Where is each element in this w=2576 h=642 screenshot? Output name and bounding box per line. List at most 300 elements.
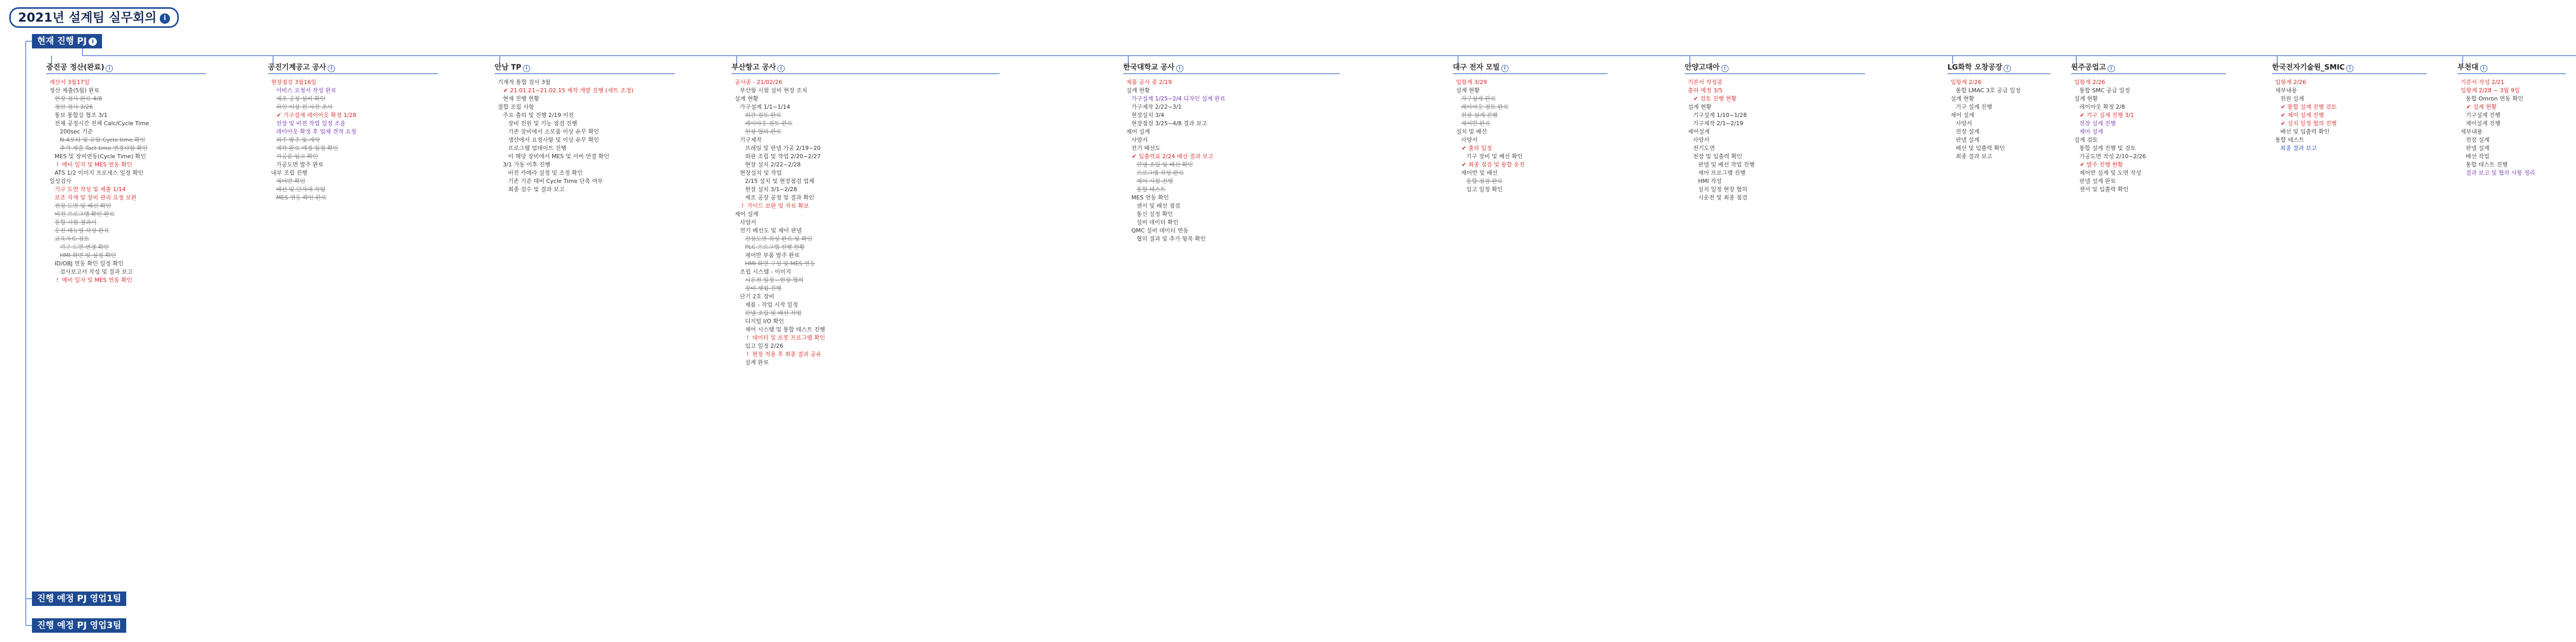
topic-text: 통합 테스트	[2275, 137, 2304, 143]
topic-node[interactable]	[732, 128, 999, 136]
topic-node[interactable]	[2071, 153, 2226, 161]
project-title[interactable]	[2458, 62, 2566, 74]
topic-node[interactable]	[1123, 78, 1340, 87]
topic-node[interactable]	[732, 227, 999, 235]
topic-node[interactable]	[732, 243, 999, 251]
topic-node[interactable]	[732, 276, 999, 284]
project-column	[1685, 62, 1865, 202]
topic-node[interactable]	[1685, 136, 1865, 144]
topic-text: 설치 일정 협의 진행	[2287, 120, 2337, 127]
topic-node[interactable]	[732, 194, 999, 202]
topic-node[interactable]	[268, 87, 438, 95]
topic-text: 기구제작 2/1~2/19	[1693, 120, 1743, 127]
topic-node[interactable]	[1947, 111, 2050, 120]
project-title-text: 중진공 정산(완료)	[46, 63, 105, 72]
topic-node[interactable]	[1123, 103, 1340, 111]
topic-node[interactable]	[1453, 144, 1607, 153]
topic-text: 세부내용	[2461, 128, 2483, 135]
topic-text: 설계 현황	[1951, 95, 1975, 102]
topic-node[interactable]	[732, 169, 999, 177]
stage-upcoming-sales3[interactable]	[32, 618, 126, 633]
topic-node[interactable]	[2272, 111, 2427, 120]
topic-node[interactable]	[2458, 78, 2566, 87]
topic-text: 내부 조립 진행	[271, 170, 308, 176]
topic-node[interactable]	[732, 359, 999, 367]
topic-node[interactable]	[1685, 169, 1865, 177]
topic-node[interactable]	[732, 87, 999, 95]
topic-node[interactable]	[1685, 95, 1865, 103]
topic-node[interactable]	[1947, 120, 2050, 128]
topic-text: 전체 공정시간 전체 Calc/Cycle Time	[55, 120, 149, 127]
topic-node[interactable]	[2458, 120, 2566, 128]
topic-text: 설치 일정 현장 협의	[1698, 186, 1748, 193]
info-circle-icon: i	[2480, 65, 2487, 72]
topic-node[interactable]	[46, 136, 206, 144]
topic-node[interactable]	[1453, 153, 1607, 161]
topic-node[interactable]	[2071, 185, 2226, 194]
topic-text: 설계 완료	[745, 359, 769, 366]
topic-text: MES 및 장비연동(Cycle Time) 확인	[55, 153, 146, 160]
topic-node[interactable]	[46, 95, 206, 103]
topic-node[interactable]	[1947, 128, 2050, 136]
topic-node[interactable]	[2272, 144, 2427, 153]
topic-node[interactable]	[268, 177, 438, 185]
topic-node[interactable]	[732, 185, 999, 194]
topic-node[interactable]	[268, 153, 438, 161]
project-column	[1947, 62, 2050, 161]
topic-text: 입항계 2/26	[2275, 79, 2307, 86]
topic-node[interactable]	[1123, 95, 1340, 103]
topic-node[interactable]	[46, 153, 206, 161]
topic-node[interactable]	[2071, 169, 2226, 177]
topic-node[interactable]	[1453, 87, 1607, 95]
topic-node[interactable]	[495, 144, 675, 153]
topic-node[interactable]	[1453, 169, 1607, 177]
topic-text: 외관 조립 및 작업 2/20~2/27	[745, 153, 821, 160]
topic-node[interactable]	[732, 326, 999, 334]
topic-node[interactable]	[495, 161, 675, 169]
topic-text: 입항계 2/26	[1951, 79, 1982, 86]
topic-text: 프로그램 작성 완료	[1137, 170, 1184, 176]
stage-upcoming-sales1-label: 진행 예정 PJ 영업1팀	[37, 594, 122, 604]
topic-text: 판넬 설계 완료	[2079, 178, 2116, 184]
topic-node[interactable]	[1685, 78, 1865, 87]
topic-text: 판넬 조립 및 배선 작업	[745, 310, 802, 316]
topic-text: 전기 배선도 및 제어 판넬	[740, 227, 802, 234]
topic-node[interactable]	[2458, 153, 2566, 161]
stage-current-projects[interactable]	[32, 34, 102, 48]
topic-node[interactable]	[1123, 144, 1340, 153]
topic-text: ATS 1/2 이미지 프로세스 일정 확인	[55, 170, 144, 176]
topic-node[interactable]	[495, 185, 675, 194]
topic-node[interactable]	[268, 169, 438, 177]
topic-node[interactable]	[1685, 128, 1865, 136]
topic-node[interactable]	[46, 268, 206, 276]
topic-text: 장비 전원 및 기능 점검 진행	[508, 120, 578, 127]
topic-text: 제어 프로그램 진행	[1698, 170, 1746, 176]
topic-node[interactable]	[1685, 120, 1865, 128]
check-mark-icon: ✔	[503, 87, 509, 94]
topic-node[interactable]	[1685, 161, 1865, 169]
topic-node[interactable]	[1453, 177, 1607, 185]
topic-node[interactable]	[2071, 120, 2226, 128]
topic-node[interactable]	[46, 185, 206, 194]
topic-node[interactable]	[46, 144, 206, 153]
topic-node[interactable]	[732, 268, 999, 276]
topic-node[interactable]	[732, 218, 999, 227]
topic-node[interactable]	[495, 177, 675, 185]
topic-text: 비전 카메라 설정 및 조정 확인	[508, 170, 583, 176]
topic-node[interactable]	[1453, 128, 1607, 136]
topic-node[interactable]	[2458, 87, 2566, 95]
project-title[interactable]	[268, 62, 438, 74]
topic-node[interactable]	[495, 153, 675, 161]
topic-node[interactable]	[2458, 111, 2566, 120]
topic-node[interactable]	[732, 251, 999, 260]
topic-text: 제어 설계	[1126, 128, 1150, 135]
topic-node[interactable]	[495, 78, 675, 87]
topic-node[interactable]	[495, 169, 675, 177]
topic-node[interactable]	[46, 210, 206, 218]
topic-node[interactable]	[1685, 177, 1865, 185]
topic-node[interactable]	[732, 111, 999, 120]
topic-node[interactable]	[2458, 144, 2566, 153]
check-mark-icon: ✔	[1461, 145, 1467, 151]
topic-node[interactable]	[1947, 103, 2050, 111]
topic-node[interactable]	[1685, 194, 1865, 202]
project-title[interactable]	[1123, 62, 1340, 74]
topic-text: 사양서	[740, 219, 756, 226]
topic-node[interactable]	[732, 342, 999, 350]
topic-node[interactable]	[495, 136, 675, 144]
topic-text: 최종 결과 보고	[1956, 153, 1992, 160]
topic-text: 통합 설계 진행 검토	[2287, 104, 2337, 110]
topic-node[interactable]	[1123, 177, 1340, 185]
topic-node[interactable]	[1685, 144, 1865, 153]
project-title[interactable]	[2071, 62, 2226, 74]
topic-node[interactable]	[1453, 78, 1607, 87]
topic-node[interactable]	[732, 293, 999, 301]
info-circle-icon: i	[328, 65, 335, 72]
topic-text: 기구설계 1/10~1/28	[1693, 112, 1747, 119]
topic-text: 예비 일자 및 MES 연동 확인	[62, 161, 132, 168]
topic-node[interactable]	[2071, 177, 2226, 185]
topic-text: 현장 협의 완료	[745, 128, 782, 135]
topic-node[interactable]	[46, 128, 206, 136]
alert-pin-icon: !	[56, 277, 59, 283]
topic-node[interactable]	[1685, 87, 1865, 95]
project-column	[2071, 62, 2226, 194]
topic-node[interactable]	[732, 317, 999, 326]
topic-text: 전장 설계 진행	[1461, 112, 1498, 119]
info-circle-icon: i	[2108, 65, 2115, 72]
topic-node[interactable]	[1947, 87, 2050, 95]
check-mark-icon: ✔	[2466, 104, 2471, 110]
topic-node[interactable]	[732, 120, 999, 128]
topic-node[interactable]	[2071, 103, 2226, 111]
project-column	[2458, 62, 2566, 177]
topic-node[interactable]	[2071, 95, 2226, 103]
check-mark-icon: ✔	[2280, 104, 2286, 110]
topic-node[interactable]	[1123, 111, 1340, 120]
topic-node[interactable]	[46, 161, 206, 169]
info-circle-icon: i	[160, 13, 170, 24]
topic-node[interactable]	[732, 284, 999, 293]
topic-node[interactable]	[2458, 136, 2566, 144]
topic-node[interactable]	[732, 301, 999, 309]
topic-node[interactable]	[1453, 120, 1607, 128]
topic-node[interactable]	[1685, 111, 1865, 120]
topic-node[interactable]	[1947, 136, 2050, 144]
topic-node[interactable]	[2071, 161, 2226, 169]
topic-text: 출하 예정 3/5	[1688, 87, 1723, 94]
topic-node[interactable]	[732, 78, 999, 87]
topic-node[interactable]	[2272, 128, 2427, 136]
topic-text: 제어 시험 진행	[1137, 178, 1173, 184]
topic-node[interactable]	[268, 128, 438, 136]
topic-text: 전장 설계	[2466, 137, 2490, 143]
check-mark-icon: ✔	[1461, 161, 1467, 168]
topic-node[interactable]	[732, 153, 999, 161]
project-title[interactable]	[2272, 62, 2427, 74]
topic-node[interactable]	[1453, 111, 1607, 120]
topic-node[interactable]	[2272, 95, 2427, 103]
project-title-text: 공진기계공고 공사	[268, 63, 327, 72]
topic-node[interactable]	[1123, 194, 1340, 202]
topic-node[interactable]	[2071, 136, 2226, 144]
topic-text: N-4모터 및 유압 Cycle time 확인	[60, 137, 145, 143]
check-mark-icon: ✔	[2079, 112, 2085, 119]
topic-node[interactable]	[2458, 169, 2566, 177]
topic-text: 기구 장비 및 배선 확인	[1466, 153, 1523, 160]
topic-node[interactable]	[1123, 120, 1340, 128]
topic-text: 기구설계 레이아웃 확정 1/28	[283, 112, 357, 119]
topic-node[interactable]	[46, 227, 206, 235]
topic-node[interactable]	[2272, 120, 2427, 128]
topic-node[interactable]	[2458, 161, 2566, 169]
alert-pin-icon: !	[741, 202, 744, 209]
topic-node[interactable]	[46, 177, 206, 185]
topic-node[interactable]	[1685, 185, 1865, 194]
topic-node[interactable]	[268, 95, 438, 103]
topic-node[interactable]	[1123, 128, 1340, 136]
topic-node[interactable]	[1123, 227, 1340, 235]
topic-node[interactable]	[732, 144, 999, 153]
topic-node[interactable]	[1123, 235, 1340, 243]
topic-node[interactable]	[1685, 103, 1865, 111]
topic-node[interactable]	[2272, 103, 2427, 111]
topic-node[interactable]	[732, 210, 999, 218]
info-circle-icon: i	[106, 65, 113, 72]
alert-pin-icon: !	[747, 351, 749, 358]
topic-node[interactable]	[732, 309, 999, 317]
stage-upcoming-sales1[interactable]	[32, 592, 126, 606]
topic-text: 가구설계 완료	[1461, 95, 1496, 102]
topic-text: 최종 결과 보고	[2280, 145, 2317, 151]
topic-node[interactable]	[1123, 153, 1340, 161]
topic-text: 추가 제출 Tact time 변경사항 확인	[60, 145, 148, 151]
topic-node[interactable]	[732, 235, 999, 243]
topic-node[interactable]	[2071, 87, 2226, 95]
topic-node[interactable]	[1453, 136, 1607, 144]
check-mark-icon: ✔	[2079, 161, 2085, 168]
topic-text: 현장점검 3/25~4/8 결과 보고	[1131, 120, 1208, 127]
topic-node[interactable]	[2071, 78, 2226, 87]
topic-node[interactable]	[2071, 111, 2226, 120]
topic-node[interactable]	[495, 87, 675, 95]
topic-node[interactable]	[732, 202, 999, 210]
topic-text: 사양서	[1131, 137, 1148, 143]
topic-text: 기본서 작성 2/21	[2461, 79, 2504, 86]
topic-text: 외관 검토 완료	[745, 112, 782, 119]
topic-text: 통신 설정 확인	[1137, 211, 1173, 217]
topic-node[interactable]	[2272, 87, 2427, 95]
topic-node[interactable]	[46, 235, 206, 243]
project-title[interactable]	[1947, 62, 2050, 74]
topic-text: 제어 설계 진행	[2287, 112, 2324, 119]
project-column	[1123, 62, 1340, 243]
topic-node[interactable]	[46, 276, 206, 284]
topic-text: 레이아웃 검토 완료	[1461, 104, 1509, 110]
topic-text: MES 연동 확인	[1131, 194, 1169, 201]
mind-map-root[interactable]	[9, 7, 179, 28]
project-title[interactable]	[732, 62, 999, 74]
topic-node[interactable]	[46, 202, 206, 210]
topic-node[interactable]	[1685, 153, 1865, 161]
topic-text: HMI 화면 및 설정 확인	[60, 252, 116, 259]
topic-node[interactable]	[46, 169, 206, 177]
topic-text: 프레임 및 판넬 가공 2/19~20	[745, 145, 821, 151]
topic-text: 3/1 가동 이후 진행	[503, 161, 550, 168]
topic-node[interactable]	[46, 111, 206, 120]
topic-node[interactable]	[268, 111, 438, 120]
topic-node[interactable]	[1453, 103, 1607, 111]
topic-node[interactable]	[1123, 161, 1340, 169]
topic-text: 전장 설계	[1956, 128, 1980, 135]
topic-node[interactable]	[268, 161, 438, 169]
topic-node[interactable]	[732, 161, 999, 169]
topic-node[interactable]	[1453, 185, 1607, 194]
topic-node[interactable]	[732, 177, 999, 185]
stage-upcoming-sales3-label: 진행 예정 PJ 영업3팀	[37, 620, 122, 631]
topic-text: 배선 및 입출력 확인	[2280, 128, 2330, 135]
topic-node[interactable]	[1123, 87, 1340, 95]
topic-text: 교육자료 검토	[55, 235, 90, 242]
topic-text: 설치 및 배선	[1456, 128, 1487, 135]
topic-node[interactable]	[2458, 103, 2566, 111]
topic-node[interactable]	[268, 194, 438, 202]
topic-text: 판넬 설계	[1956, 137, 1980, 143]
topic-text: 레이아웃 확정 2/8	[2079, 104, 2125, 110]
topic-node[interactable]	[2272, 78, 2427, 87]
topic-node[interactable]	[46, 251, 206, 260]
topic-text: 최종 점검 및 통합 운전	[1468, 161, 1525, 168]
topic-node[interactable]	[268, 144, 438, 153]
topic-text: 협의 결과 및 추가 항목 확인	[1137, 235, 1206, 242]
topic-node[interactable]	[1123, 169, 1340, 177]
project-title[interactable]	[1453, 62, 1607, 74]
topic-text: 현장 설치 3/1~2/28	[745, 186, 798, 193]
topic-node[interactable]	[1453, 95, 1607, 103]
topic-node[interactable]	[732, 103, 999, 111]
topic-node[interactable]	[1947, 95, 2050, 103]
topic-text: 입항계 2/28 ~ 3월 9일	[2461, 87, 2520, 94]
topic-node[interactable]	[46, 87, 206, 95]
topic-node[interactable]	[46, 120, 206, 128]
topic-text: 검토 진행 현황	[1700, 95, 1737, 102]
topic-text: 설계 현황	[1456, 87, 1480, 94]
topic-node[interactable]	[495, 103, 675, 111]
project-title[interactable]	[495, 62, 675, 74]
topic-text: 21.01.21~21.02.15 제작 개발 진행 (세트 조정)	[510, 87, 634, 94]
topic-node[interactable]	[1947, 153, 2050, 161]
topic-text: 입고 일정 2/26	[745, 343, 784, 349]
topic-node[interactable]	[46, 194, 206, 202]
topic-node[interactable]	[1123, 185, 1340, 194]
topic-text: 사양서	[1956, 120, 1972, 127]
topic-node[interactable]	[46, 243, 206, 251]
topic-node[interactable]	[46, 260, 206, 268]
topic-node[interactable]	[46, 103, 206, 111]
topic-node[interactable]	[732, 350, 999, 359]
check-mark-icon: ✔	[1131, 153, 1137, 160]
topic-node[interactable]	[732, 95, 999, 103]
topic-text: 전장 및 입출력 확인	[1693, 153, 1742, 160]
topic-node[interactable]	[732, 334, 999, 342]
topic-text: 판넬 및 배선 작업 진행	[1698, 161, 1755, 168]
topic-node[interactable]	[1123, 210, 1340, 218]
topic-text: MES 연동 확인 완료	[276, 194, 327, 201]
topic-node[interactable]	[268, 185, 438, 194]
topic-node[interactable]	[2458, 128, 2566, 136]
topic-text: 가공도면 발주 완료	[276, 161, 324, 168]
topic-text: 현재 진행 현황	[503, 95, 539, 102]
project-title[interactable]	[1685, 62, 1865, 74]
topic-text: 기본서 작성중	[1688, 79, 1723, 86]
topic-text: 통합 Omron 연동 확인	[2466, 95, 2523, 102]
topic-node[interactable]	[495, 95, 675, 103]
topic-text: 단기 2호 장비	[740, 293, 775, 300]
topic-node[interactable]	[1453, 161, 1607, 169]
topic-text: 기구 도면 작성 및 제출 1/14	[55, 186, 126, 193]
topic-node[interactable]	[268, 120, 438, 128]
topic-node[interactable]	[1123, 218, 1340, 227]
topic-node[interactable]	[46, 78, 206, 87]
topic-text: 가공품 입고 확인	[276, 153, 318, 160]
topic-node[interactable]	[495, 120, 675, 128]
topic-text: 사양서	[1461, 137, 1478, 143]
topic-node[interactable]	[1123, 136, 1340, 144]
project-title[interactable]	[46, 62, 206, 74]
topic-text: QMC 설비 데이터 연동	[1131, 227, 1189, 234]
topic-node[interactable]	[1947, 144, 2050, 153]
info-circle-icon: i	[523, 65, 530, 72]
topic-node[interactable]	[1947, 78, 2050, 87]
topic-node[interactable]	[732, 136, 999, 144]
topic-node[interactable]	[2272, 136, 2427, 144]
topic-node[interactable]	[732, 260, 999, 268]
topic-node[interactable]	[495, 111, 675, 120]
topic-node[interactable]	[268, 103, 438, 111]
topic-node[interactable]	[2071, 128, 2226, 136]
topic-node[interactable]	[268, 78, 438, 87]
topic-node[interactable]	[2458, 95, 2566, 103]
topic-node[interactable]	[1123, 202, 1340, 210]
topic-node[interactable]	[46, 218, 206, 227]
topic-node[interactable]	[495, 128, 675, 136]
topic-node[interactable]	[268, 136, 438, 144]
topic-node[interactable]	[2071, 144, 2226, 153]
